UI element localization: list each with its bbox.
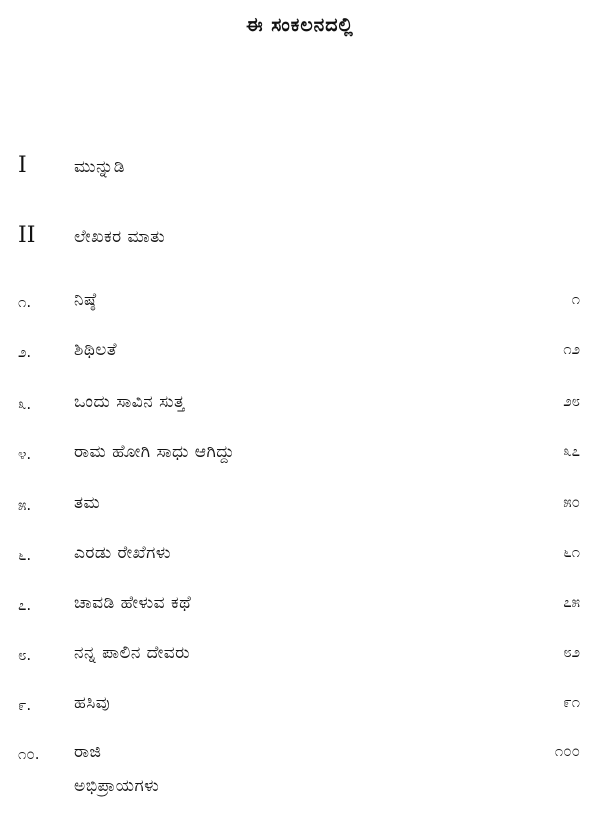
toc-row [0,742,600,772]
toc-title: ನನ್ನ ಪಾಲಿನ ದೇವರು [74,643,191,663]
toc-row [0,693,600,723]
toc-page: ೯೧ [563,693,580,711]
toc-page: ೧೨ [563,340,580,358]
toc-row [0,340,600,370]
toc-number: ೩. [18,395,32,413]
toc-row [0,290,600,320]
front-matter-numeral-1: I [18,153,27,178]
toc-number: ೧. [18,293,32,311]
toc-row [0,493,600,523]
toc-page: ೧ [571,290,580,308]
toc-title: ರಾಮ ಹೋಗಿ ಸಾಧು ಆಗಿದ್ದು [74,442,235,462]
toc-row [0,643,600,673]
toc-row [0,392,600,422]
toc-title: ಶಿಥಿಲತೆ [74,340,118,360]
toc-row [0,593,600,623]
toc-title: ಒಂದು ಸಾವಿನ ಸುತ್ತ [74,392,185,412]
page-title: ಈ ಸಂಕಲನದಲ್ಲಿ [246,14,354,36]
toc-page: ೫೦ [563,493,580,511]
toc-number: ೮. [18,646,32,664]
toc-page: ೨೮ [563,392,580,410]
toc-number: ೪. [18,445,32,463]
toc-number: ೨. [18,343,32,361]
toc-number: ೧೦. [18,745,40,763]
toc-row [0,543,600,573]
toc-row [0,442,600,472]
toc-title: ಚಾವಡಿ ಹೇಳುವ ಕಥೆ [74,593,192,613]
appendix-label: ಅಭಿಪ್ರಾಯಗಳು [74,776,160,796]
toc-page: ೩೭ [563,442,580,460]
front-matter-numeral-2: II [18,223,36,248]
toc-title: ಎರಡು ರೇಖೆಗಳು [74,543,172,563]
toc-page: ೮೨ [563,643,580,661]
toc-page: ೧೦೦ [554,742,580,760]
toc-title: ಹಸಿವು [74,693,111,713]
toc-title: ನಿಷ್ಠೆ [74,290,97,310]
toc-page: ೭೫ [563,593,580,611]
front-matter-label-preface: ಮುನ್ನುಡಿ [74,157,125,177]
toc-page: ೬೧ [563,543,580,561]
toc-title: ತಮ [74,493,101,513]
toc-number: ೫. [18,496,32,514]
toc-number: ೯. [18,696,32,714]
toc-number: ೭. [18,596,32,614]
front-matter-label-authors-note: ಲೇಖಕರ ಮಾತು [74,227,166,247]
toc-number: ೬. [18,546,32,564]
toc-title: ರಾಜಿ [74,742,102,762]
